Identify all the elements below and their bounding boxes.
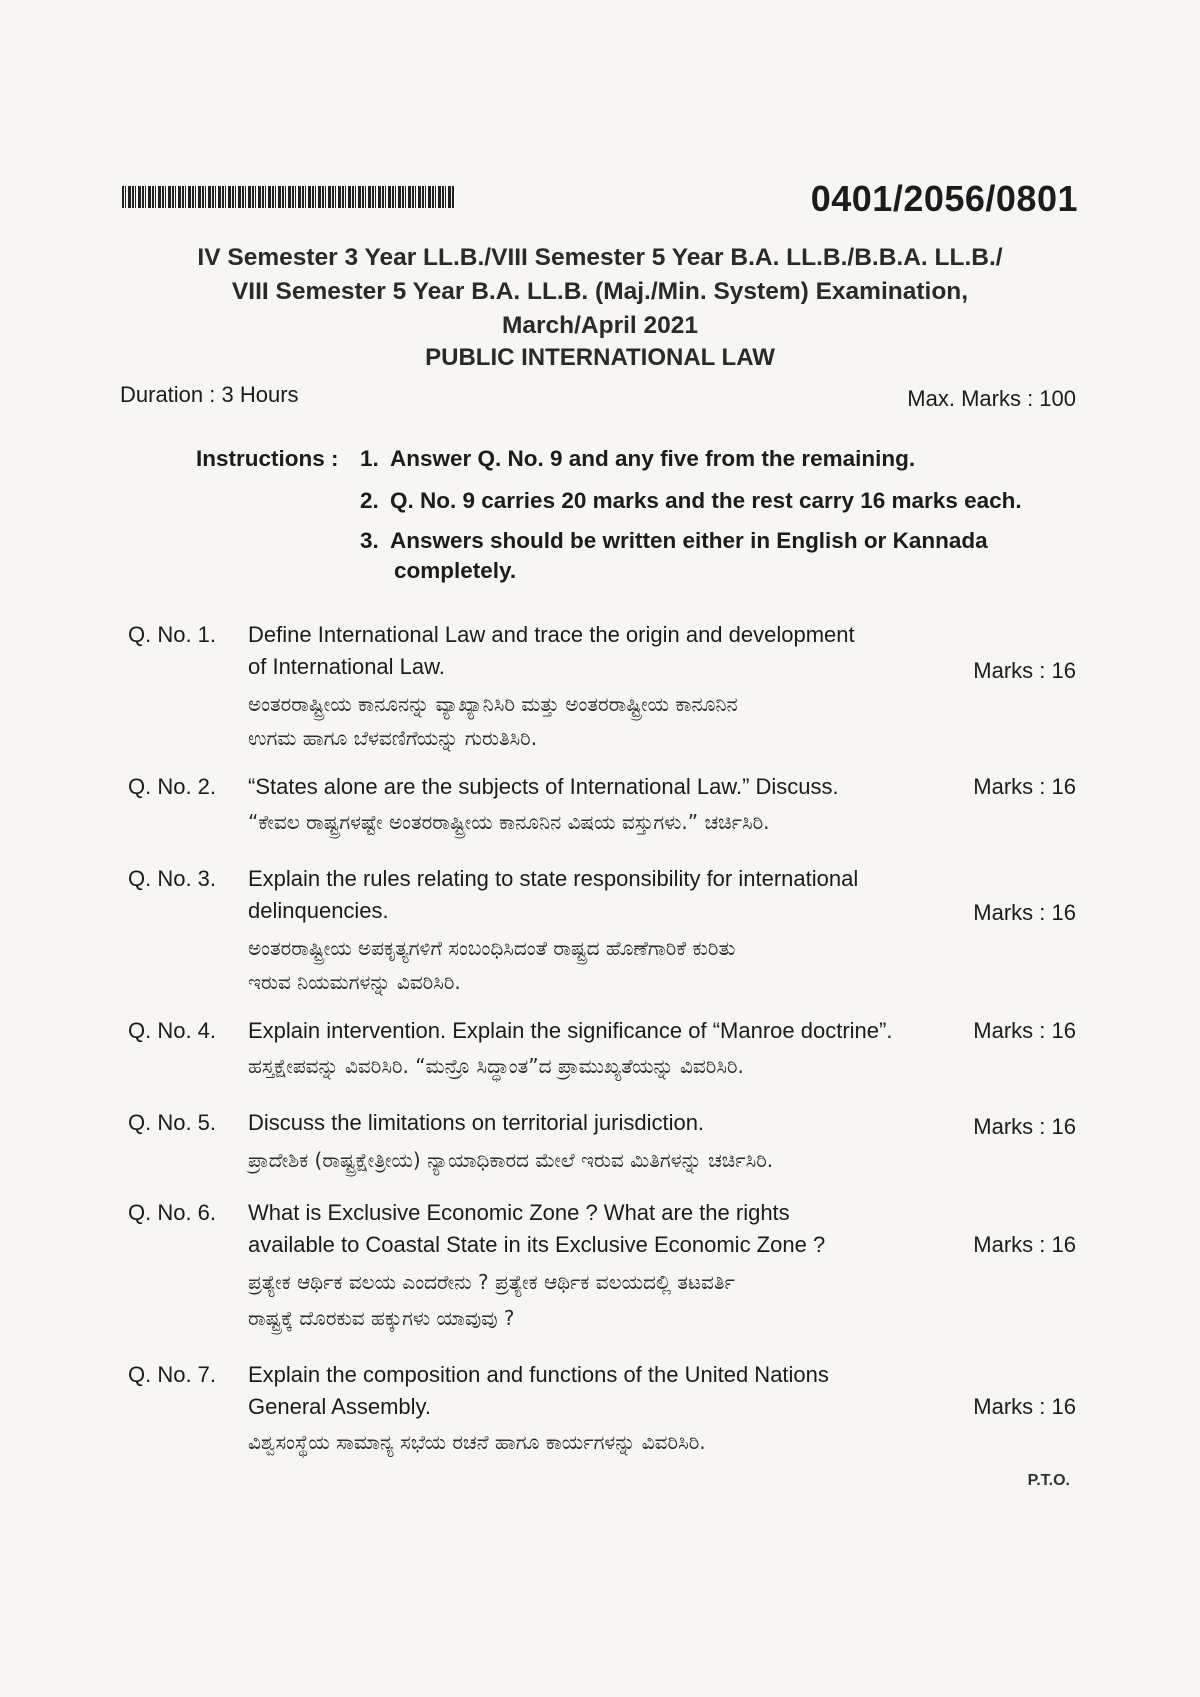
- question-text-cont: delinquencies.: [248, 898, 389, 923]
- question-marks: Marks : 16: [973, 774, 1076, 799]
- header-line-3: March/April 2021: [501, 312, 699, 339]
- question-number: Q. No. 3.: [128, 866, 217, 891]
- question-kannada: ಪ್ರತ್ಯೇಕ ಆರ್ಥಿಕ ವಲಯ ಎಂದರೇನು ? ಪ್ರತ್ಯೇಕ ಆರ್ಥಿಕ ವಲಯದಲ್ಲಿ ತಟವರ್ತಿ: [248, 1270, 735, 1294]
- question-marks: Marks : 16: [973, 900, 1076, 925]
- question-text-cont: General Assembly.: [248, 1394, 432, 1419]
- instruction-item: [360, 528, 988, 554]
- paper-code: 0401/2056/0801: [810, 178, 1078, 219]
- instructions-label: Instructions :: [196, 446, 339, 471]
- instruction-continuation: completely.: [394, 558, 517, 583]
- question-marks: Marks : 16: [973, 1018, 1076, 1043]
- instruction-number: 2.: [360, 488, 379, 513]
- question-number: Q. No. 6.: [128, 1200, 217, 1225]
- instruction-number: 3.: [360, 528, 379, 553]
- question-marks: Marks : 16: [973, 1232, 1076, 1257]
- question-kannada: ಪ್ರಾದೇಶಿಕ (ರಾಷ್ಟ್ರಕ್ಷೇತ್ರೀಯ) ನ್ಯಾಯಾಧಿಕಾರದ ಮೇಲೆ ಇರುವ ಮಿತಿಗಳನ್ನು ಚರ್ಚಿಸಿರಿ.: [248, 1148, 774, 1172]
- instruction-text: Q. No. 9 carries 20 marks and the rest carry 16 marks each.: [390, 488, 1022, 513]
- question-marks: Marks : 16: [973, 658, 1076, 683]
- barcode: [122, 186, 454, 208]
- question-kannada-cont: ಉಗಮ ಹಾಗೂ ಬೆಳವಣಿಗೆಯನ್ನು ಗುರುತಿಸಿರಿ.: [248, 726, 538, 750]
- header-line-1: IV Semester 3 Year LL.B./VIII Semester 5 Year B.A. LL.B./B.B.A. LL.B./: [197, 244, 1003, 271]
- question-kannada: ಹಸ್ತಕ್ಷೇಪವನ್ನು ವಿವರಿಸಿರಿ. “ಮನ್ರೊ ಸಿದ್ಧಾಂತ”ದ ಪ್ರಾಮುಖ್ಯತೆಯನ್ನು ವಿವರಿಸಿರಿ.: [248, 1054, 744, 1078]
- question-text-cont: available to Coastal State in its Exclusive Economic Zone ?: [248, 1232, 826, 1257]
- pto-label: P.T.O.: [1027, 1472, 1070, 1489]
- duration: Duration : 3 Hours: [120, 382, 299, 407]
- question-marks: Marks : 16: [973, 1394, 1076, 1419]
- instruction-item: [360, 488, 1022, 514]
- question-kannada-cont: ಇರುವ ನಿಯಮಗಳನ್ನು ವಿವರಿಸಿರಿ.: [248, 970, 461, 994]
- question-text: “States alone are the subjects of International Law.” Discuss.: [248, 774, 839, 799]
- header-line-2: VIII Semester 5 Year B.A. LL.B. (Maj./Min. System) Examination,: [231, 278, 969, 305]
- question-text: Explain the composition and functions of the United Nations: [248, 1362, 829, 1387]
- question-text: What is Exclusive Economic Zone ? What are the rights: [248, 1200, 790, 1225]
- question-kannada: ಅಂತರರಾಷ್ಟ್ರೀಯ ಅಪಕೃತ್ಯಗಳಿಗೆ ಸಂಬಂಧಿಸಿದಂತೆ ರಾಷ್ಟ್ರದ ಹೊಣೆಗಾರಿಕೆ ಕುರಿತು: [248, 936, 736, 960]
- question-text: Discuss the limitations on territorial jurisdiction.: [248, 1110, 705, 1135]
- question-marks: Marks : 16: [973, 1114, 1076, 1139]
- subject-title: PUBLIC INTERNATIONAL LAW: [425, 344, 775, 371]
- question-text: Define International Law and trace the origin and development: [248, 622, 855, 647]
- instruction-item: [360, 446, 915, 472]
- question-number: Q. No. 7.: [128, 1362, 217, 1387]
- question-kannada: ಅಂತರರಾಷ್ಟ್ರೀಯ ಕಾನೂನನ್ನು ವ್ಯಾಖ್ಯಾನಿಸಿರಿ ಮತ್ತು ಅಂತರರಾಷ್ಟ್ರೀಯ ಕಾನೂನಿನ: [248, 692, 738, 716]
- instruction-text: Answers should be written either in English or Kannada: [390, 528, 988, 553]
- question-number: Q. No. 2.: [128, 774, 217, 799]
- instruction-text: Answer Q. No. 9 and any five from the remaining.: [390, 446, 916, 471]
- question-kannada: “ಕೇವಲ ರಾಷ್ಟ್ರಗಳಷ್ಟೇ ಅಂತರರಾಷ್ಟ್ರೀಯ ಕಾನೂನಿನ ವಿಷಯ ವಸ್ತುಗಳು.” ಚರ್ಚಿಸಿರಿ.: [248, 810, 770, 834]
- question-number: Q. No. 5.: [128, 1110, 217, 1135]
- question-number: Q. No. 1.: [128, 622, 217, 647]
- question-kannada: ವಿಶ್ವಸಂಸ್ಥೆಯ ಸಾಮಾನ್ಯ ಸಭೆಯ ರಚನೆ ಹಾಗೂ ಕಾರ್ಯಗಳನ್ನು ವಿವರಿಸಿರಿ.: [248, 1430, 706, 1454]
- instruction-number: 1.: [360, 446, 379, 471]
- question-text: Explain the rules relating to state responsibility for international: [248, 866, 859, 891]
- question-kannada-cont: ರಾಷ್ಟ್ರಕ್ಕೆ ದೊರಕುವ ಹಕ್ಕುಗಳು ಯಾವುವು ?: [248, 1306, 515, 1330]
- max-marks: Max. Marks : 100: [907, 386, 1076, 411]
- question-text: Explain intervention. Explain the significance of “Manroe doctrine”.: [248, 1018, 893, 1043]
- question-number: Q. No. 4.: [128, 1018, 217, 1043]
- question-text-cont: of International Law.: [248, 654, 445, 679]
